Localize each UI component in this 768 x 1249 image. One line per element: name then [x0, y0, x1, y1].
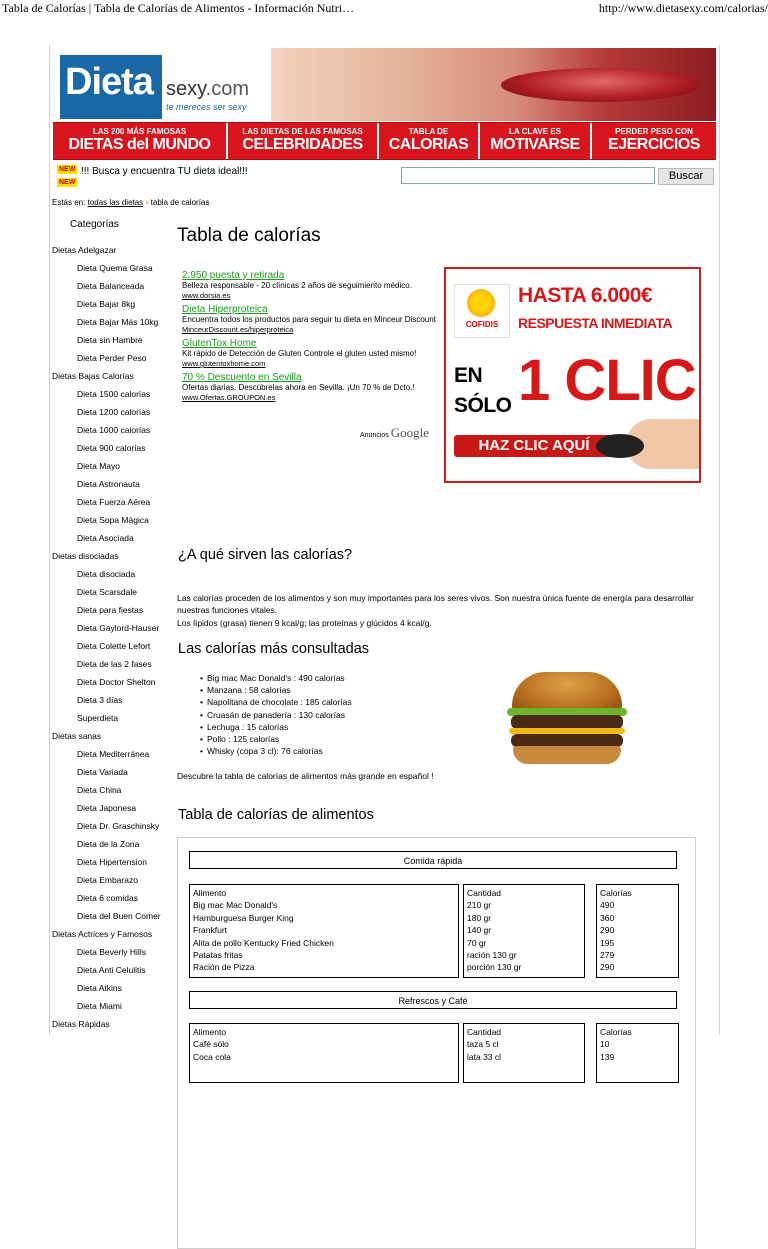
main-title: Tabla de calorías [177, 225, 321, 246]
sidebar-category[interactable]: Dietas Actrices y Famosos [52, 929, 153, 939]
search-input[interactable] [401, 167, 655, 184]
sidebar-item[interactable]: Dieta Variada [77, 767, 128, 777]
sidebar-item[interactable]: Dieta para fiestas [77, 605, 144, 615]
ads-by-google[interactable]: Anuncios Google [360, 425, 430, 440]
sidebar-category[interactable]: Dietas Bajas Calorías [52, 371, 134, 381]
nav-celebridades[interactable]: LAS DIETAS DE LAS FAMOSAS CELEBRIDADES [228, 123, 379, 159]
table-column-alimento: Alimento Café sólo Coca cola [189, 1023, 459, 1083]
logo-brand: Dieta [65, 61, 153, 103]
table-cell: 70 gr [467, 937, 487, 948]
new-badge-icon: NEW [59, 166, 76, 173]
table-column-cantidad: Cantidad taza 5 cl lata 33 cl [463, 1023, 585, 1083]
ad-title[interactable]: 2.950 puesta y retirada [182, 270, 285, 281]
sidebar-item[interactable]: Dieta del Buen Comer [77, 911, 161, 921]
breadcrumb-link[interactable]: todas las dietas [87, 198, 144, 207]
table-cell: 290 [600, 925, 615, 936]
banner-en-solo: EN SÓLO [454, 364, 512, 417]
nav-motivarse[interactable]: LA CLAVE ES MOTIVARSE [480, 123, 592, 159]
sidebar-item[interactable]: Dieta Bajar 8kg [77, 299, 136, 309]
table-section-header: Comida rápida [189, 851, 677, 869]
site-logo[interactable] [60, 55, 162, 119]
table-cell: 210 gr [467, 900, 492, 911]
list-item: • Whisky (copa 3 cl): 76 calorías [200, 745, 352, 757]
table-cell: 180 gr [467, 912, 492, 923]
ad-url[interactable]: MinceurDiscount.es/hiperproteica [182, 325, 294, 334]
promo-banner [57, 165, 387, 195]
sidebar-category[interactable]: Dietas sanas [52, 731, 102, 741]
sidebar-item[interactable]: Dieta Dr. Graschinsky [77, 821, 160, 831]
table-cell: Patatas fritas [193, 950, 243, 961]
ad-item [182, 304, 437, 334]
table-cell: 139 [600, 1051, 615, 1062]
sidebar-item[interactable]: Dieta Japonesa [77, 803, 137, 813]
table-cell: Coca cola [193, 1051, 231, 1062]
sidebar-item[interactable]: Dieta Scarsdale [77, 587, 138, 597]
sidebar-category[interactable]: Dietas Rápidas [52, 1019, 110, 1029]
page-container [49, 45, 720, 1062]
sidebar-item[interactable]: Dieta Perder Peso [77, 353, 147, 363]
sidebar-item[interactable]: Dieta 3 días [77, 695, 123, 705]
sidebar-list [50, 241, 172, 1033]
table-cell: ración 130 gr [467, 950, 517, 961]
section-title-consultadas: Las calorías más consultadas [178, 641, 370, 657]
table-cell: lata 33 cl [467, 1051, 502, 1062]
sidebar-item[interactable]: Superdieta [77, 713, 119, 723]
hamburger-image [507, 670, 627, 770]
ad-url[interactable]: www.glutentoxhome.com [182, 359, 266, 368]
sidebar-item[interactable]: Dieta Anti Celulitis [77, 965, 146, 975]
table-cell: 140 gr [467, 925, 492, 936]
table-cell: Hamburguesa Burger King [193, 912, 294, 923]
sidebar-item[interactable]: Dieta Fuerza Aérea [77, 497, 151, 507]
breadcrumb: Estás en: todas las dietas › tabla de calorías [52, 197, 210, 207]
table-section-header: Refrescos y Café [189, 991, 677, 1009]
mouse-icon [596, 434, 644, 458]
nav-calorias[interactable]: TABLA DE CALORIAS [379, 123, 480, 159]
sidebar-item[interactable]: Dieta disociada [77, 569, 136, 579]
sidebar-category[interactable]: Dietas Adelgazar [52, 245, 117, 255]
table-column-calorias: Calorías 490 360 290 195 279 290 [596, 884, 679, 978]
promo-text[interactable]: !!! Busca y encuentra TU dieta ideal!!! [81, 166, 248, 177]
table-cell: taza 5 cl [467, 1039, 499, 1050]
table-cell: 290 [600, 962, 615, 973]
table-column-calorias: Calorías 10 139 [596, 1023, 679, 1083]
google-ads [182, 270, 437, 406]
sidebar-item[interactable]: Dieta Atkins [77, 983, 122, 993]
new-badge-icon: NEW [59, 179, 76, 186]
banner-clic: 1 CLIC [518, 348, 696, 413]
ad-title[interactable]: GlutenTox Home [182, 338, 257, 349]
main-nav [53, 122, 716, 160]
table-cell: Café sólo [193, 1039, 229, 1050]
sidebar-item[interactable]: Dieta Beverly Hills [77, 947, 146, 957]
sidebar-item[interactable]: Dieta 1500 calorías [77, 389, 151, 399]
section-paragraph: Los lípidos (grasa) tienen 9 kcal/g; las proteínas y glúcidos 4 kcal/g. [177, 618, 432, 628]
table-cell: Ración de Pizza [193, 962, 255, 973]
sidebar-item[interactable]: Dieta Doctor Shelton [77, 677, 156, 687]
section-paragraph: Las calorías proceden de los alimentos y son muy importantes para los seres vivos. Son nuestra única fuente de energía para desarrollar nuestras funciones vitales. [177, 593, 694, 615]
ad-title[interactable]: Dieta Hiperproteica [182, 304, 268, 315]
nav-ejercicios[interactable]: PERDER PESO CON EJERCICIOS [608, 127, 700, 153]
banner-response: RESPUESTA INMEDIATA [518, 315, 673, 331]
calorie-tables [177, 837, 696, 1249]
page-url: http://www.dietasexy.com/calorias/ [598, 1, 768, 15]
sidebar-category[interactable]: Dietas disociadas [52, 551, 119, 561]
breadcrumb-arrow-icon: › [145, 197, 149, 207]
sidebar-item[interactable]: Dieta 900 calorías [77, 443, 146, 453]
sidebar-item[interactable]: Dieta Miami [77, 1001, 122, 1011]
sidebar-item[interactable]: Dieta de las 2 fases [77, 659, 152, 669]
table-cell: Frankfurt [193, 925, 228, 936]
sidebar-item[interactable]: Dieta 1200 calorías [77, 407, 151, 417]
table-cell: 360 [600, 912, 615, 923]
sidebar-item[interactable]: Dieta Embarazo [77, 875, 138, 885]
sidebar-item[interactable]: Dieta Gaylord-Hauser [77, 623, 160, 633]
sidebar-item[interactable]: Dieta Mediterránea [77, 749, 150, 759]
list-item: • Pollo : 125 calorías [200, 733, 352, 745]
logo-domain: sexy.com [166, 78, 249, 100]
table-cell: Alita de pollo Kentucky Fried Chicken [193, 937, 334, 948]
sidebar-item[interactable]: Dieta Mayo [77, 461, 120, 471]
ad-desc: Belleza responsable - 20 clínicas 2 años de seguimiento médico. [182, 281, 412, 290]
list-item: • Manzana : 58 calorías [200, 684, 352, 696]
table-column-alimento: Alimento Big mac Mac Donald's Hamburguesa Burger King Frankfurt Alita de pollo Kentucky Fried Chicken Patatas fritas Ración de Pizza [189, 884, 459, 978]
list-item: • Napolitana de chocolate : 185 calorías [200, 696, 352, 708]
sidebar-item[interactable]: Dieta de la Zona [77, 839, 140, 849]
section-title-calorias: ¿A qué sirven las calorías? [178, 547, 353, 563]
sidebar-item[interactable]: Dieta Sopa Mágica [77, 515, 149, 525]
browser-title-bar [0, 0, 768, 18]
list-item: • Cruasán de panadería : 130 calorías [200, 709, 352, 721]
sidebar-item[interactable]: Dieta Astronauta [77, 479, 140, 489]
section-title-tabla: Tabla de calorías de alimentos [178, 807, 374, 823]
sun-icon [467, 289, 495, 317]
page-title: Tabla de Calorías | Tabla de Calorías de Alimentos - Información Nutri… [2, 1, 355, 15]
sidebar-item[interactable]: Dieta China [77, 785, 122, 795]
ad-desc: Ofertas diarias. Descúbrelas ahora en Sevilla. ¡Un 70 % de Dcto.! [182, 383, 415, 392]
logo-tagline: te mereces ser sexy [166, 102, 247, 112]
sidebar-title: Categorías [70, 219, 119, 230]
discover-text: Descubre la tabla de calorías de alimentos más grande en español ! [177, 771, 434, 781]
sidebar-item[interactable]: Dieta sin Hambre [77, 335, 143, 345]
list-item: • Lechuga : 15 calorías [200, 721, 352, 733]
sidebar-item[interactable]: Dieta Asociada [77, 533, 134, 543]
table-cell: 195 [600, 937, 615, 948]
sidebar-item[interactable]: Dieta 6 comidas [77, 893, 138, 903]
ad-item [182, 270, 437, 300]
table-cell: porción 130 gr [467, 962, 522, 973]
table-cell: 10 [600, 1039, 610, 1050]
ad-title[interactable]: 70 % Descuento en Sevilla [182, 372, 302, 383]
table-cell: Big mac Mac Donald's [193, 900, 278, 911]
list-item: • Big mac Mac Donald's : 490 calorías [200, 672, 352, 684]
cofidis-logo: COFIDIS [454, 284, 510, 338]
header-lips-image [271, 48, 716, 121]
sidebar-item[interactable]: Dieta Hipertension [77, 857, 147, 867]
nav-dietas-del-mundo[interactable]: LAS 200 MÁS FAMOSAS DIETAS del MUNDO [53, 123, 228, 159]
cofidis-banner-ad[interactable] [444, 267, 701, 483]
sidebar-item[interactable]: Dieta 1000 calorías [77, 425, 151, 435]
sidebar-item[interactable]: Dieta Balanceada [77, 281, 145, 291]
site-header [53, 48, 716, 121]
ad-url[interactable]: www.dorsia.es [182, 291, 231, 300]
table-cell: 490 [600, 900, 615, 911]
ad-url[interactable]: www.Ofertas.GROUPON.es [182, 393, 276, 402]
ad-desc: Encuentra todos los productos para seguir tu dieta en Minceur Discount [182, 315, 436, 324]
ad-item [182, 372, 437, 402]
sidebar-item[interactable]: Dieta Bajar Más 10kg [77, 317, 159, 327]
table-column-cantidad: Cantidad 210 gr 180 gr 140 gr 70 gr ración 130 gr porción 130 gr [463, 884, 585, 978]
google-logo: Google [390, 425, 430, 440]
search-button[interactable]: Buscar [658, 168, 714, 185]
popular-list [200, 672, 352, 757]
banner-amount: HASTA 6.000€ [518, 284, 653, 307]
ad-desc: Kit rápido de Detección de Gluten Controle el gluten usted mismo! [182, 349, 417, 358]
ad-item [182, 338, 437, 368]
sidebar-item[interactable]: Dieta Quema Grasa [77, 263, 153, 273]
sidebar-item[interactable]: Dieta Colette Lefort [77, 641, 151, 651]
banner-cta-button[interactable]: HAZ CLIC AQUÍ [454, 435, 614, 457]
breadcrumb-current: tabla de calorías [150, 198, 210, 207]
table-cell: 279 [600, 950, 615, 961]
